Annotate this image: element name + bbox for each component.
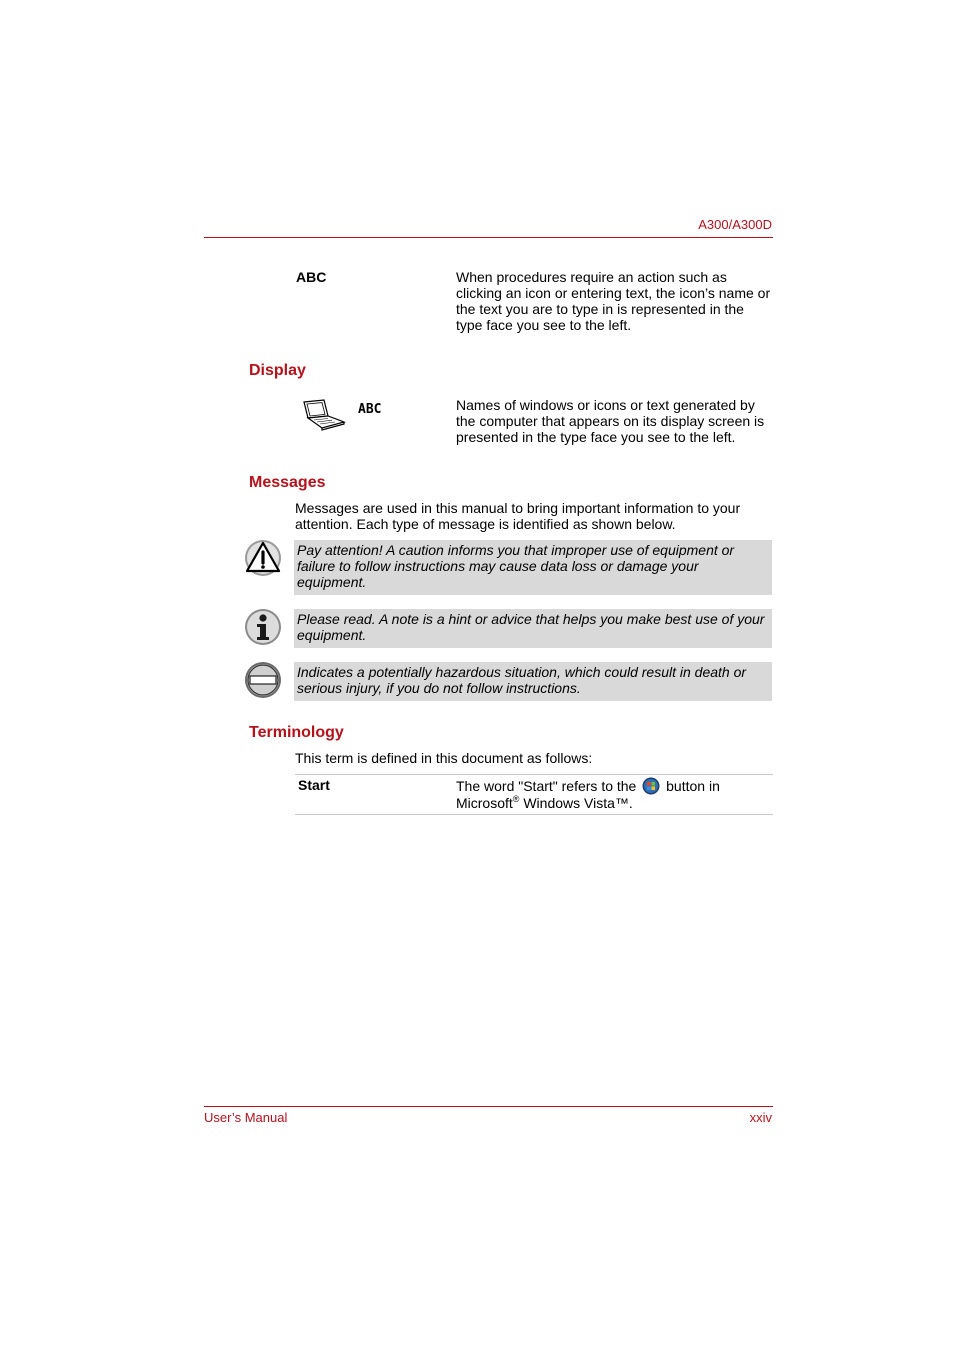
warning-message: Indicates a potentially hazardous situation, which could result in death or serious injury, if you do not follow instructions.: [294, 662, 772, 701]
footer-rule: [204, 1106, 773, 1107]
terminology-heading: Terminology: [249, 724, 344, 741]
caution-message: Pay attention! A caution informs you that improper use of equipment or failure to follow instructions may cause data loss or damage your equipment.: [294, 540, 772, 595]
header-model: A300/A300D: [698, 217, 772, 232]
laptop-icon: [300, 398, 348, 432]
definition-text-end: Windows Vista™.: [519, 795, 633, 811]
messages-heading: Messages: [249, 474, 326, 491]
page-number: xxiv: [749, 1110, 772, 1125]
term-start-definition: [456, 777, 774, 811]
warning-icon: [244, 661, 282, 699]
caution-icon: [244, 539, 282, 577]
typing-label: ABC: [296, 269, 327, 285]
note-message: Please read. A note is a hint or advice that helps you make best use of your equipment.: [294, 609, 772, 648]
term-start: Start: [298, 777, 330, 793]
display-label: ABC: [358, 402, 382, 417]
display-heading: Display: [249, 362, 306, 379]
info-icon: [244, 608, 282, 646]
terminology-intro: This term is defined in this document as follows:: [295, 750, 593, 766]
table-bottom-rule: [295, 814, 773, 815]
footer-manual-title: User’s Manual: [204, 1110, 288, 1125]
table-top-rule: [295, 774, 773, 775]
windows-start-icon: [642, 777, 660, 795]
definition-text-before: The word "Start" refers to the: [456, 778, 637, 794]
display-description: Names of windows or icons or text generated by the computer that appears on its display screen is presented in the type face you see to the left.: [456, 397, 765, 445]
header-rule: [204, 237, 773, 238]
messages-intro: Messages are used in this manual to bring important information to your attention. Each type of message is identified as shown below.: [295, 500, 741, 532]
definition-text-after: button in Microsoft: [456, 778, 720, 811]
typing-description: When procedures require an action such as clicking an icon or entering text, the icon’s name or the text you are to type in is represented in the type face you see to the left.: [456, 269, 771, 333]
registered-mark: ®: [512, 794, 520, 804]
